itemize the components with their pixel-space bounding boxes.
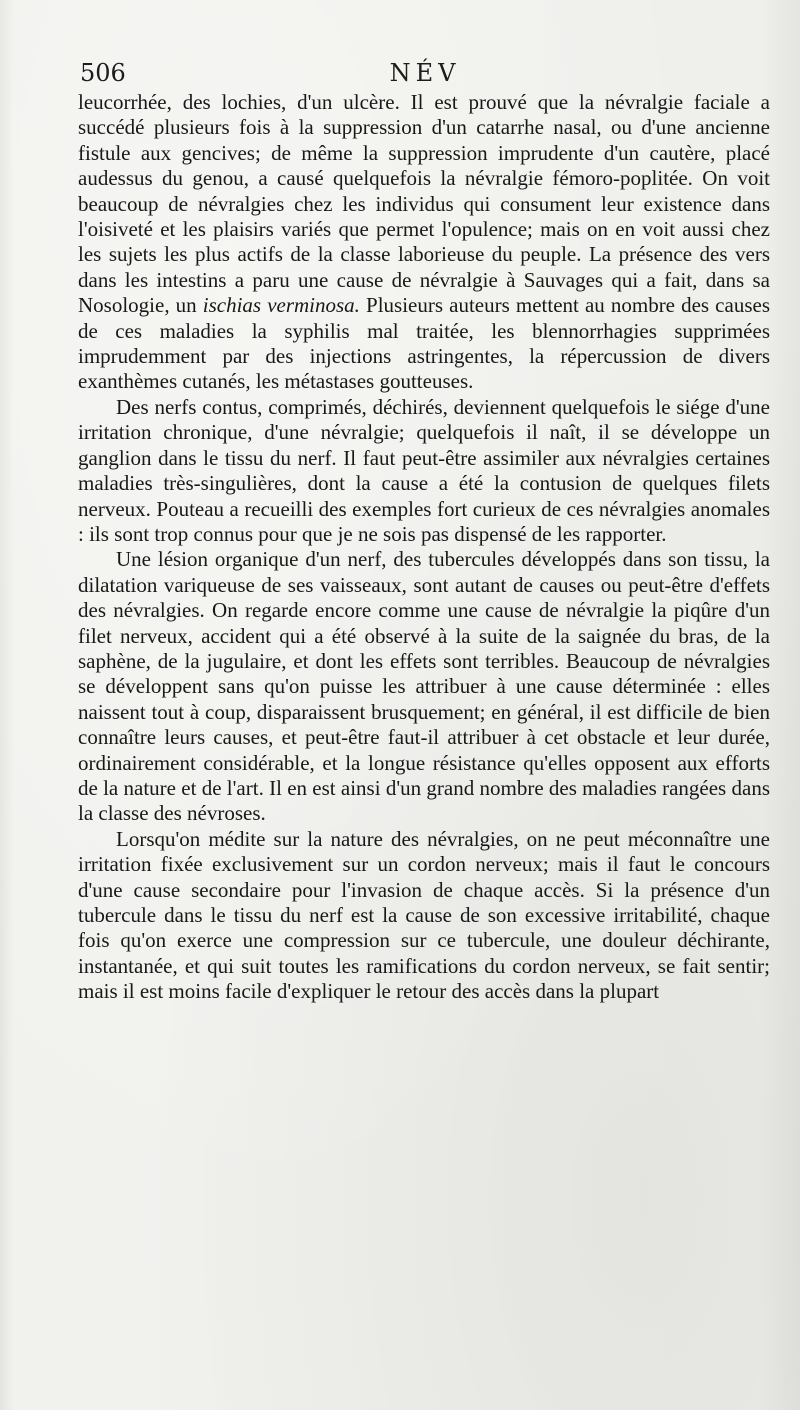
paragraph-1 <box>78 90 770 395</box>
page-number: 506 <box>80 59 126 87</box>
paragraph-1-text: leucorrhée, des lochies, d'un ulcère. Il est prouvé que la névralgie faciale a succédé plusieurs fois à la suppression d'un catarrhe nasal, ou d'une ancienne fistule aux gencives; de même la suppression imprudente d'un cautère, placé audessus du genou, a causé quelquefois la névralgie fémoro-poplitée. On voit beaucoup de névralgies chez les individus qui consument leur existence dans l'oisiveté et les plaisirs variés que permet l'opulence; mais on en voit aussi chez les sujets les plus actifs de la classe laborieuse du peuple. La présence des vers dans les intestins a paru une cause de névralgie à Sauvages qui a fait, dans sa Nosologie, un <box>78 90 770 318</box>
paragraph-2: Des nerfs contus, comprimés, déchirés, deviennent quelquefois le siége d'une irritation chronique, d'une névralgie; quelquefois il naît, il se développe un ganglion dans le tissu du nerf. Il faut peut-être assimiler aux névralgies certaines maladies très-singulières, dont la cause a été la contusion de quelques filets nerveux. Pouteau a recueilli des exemples fort curieux de ces névralgies anomales : ils sont trop connus pour que je ne sois pas dispensé de les rapporter. <box>78 394 770 546</box>
paragraph-1-continuation: Plusieurs auteurs mettent au nombre des causes de ces maladies la syphilis mal traitée, les blennorrhagies supprimées imprudemment par des injections astringentes, la répercussion de divers exanthèmes cutanés, les métastases goutteuses. <box>78 293 770 394</box>
paragraph-4: Lorsqu'on médite sur la nature des névralgies, on ne peut méconnaître une irritation fixée exclusivement sur un cordon nerveux; mais il faut le concours d'une cause secondaire pour l'invasion de chaque accès. Si la présence d'un tubercule dans le tissu du nerf est la cause de son excessive irritabilité, chaque fois qu'on exerce une compression sur ce tubercule, une douleur déchirante, instantanée, et qui suit toutes les ramifications du cordon nerveux, se fait sentir; mais il est moins facile d'expliquer le retour des accès dans la plupart <box>78 826 770 1004</box>
running-head: NÉV <box>389 59 461 87</box>
body-text <box>78 90 770 1005</box>
paragraph-1-italic: ischias verminosa. <box>202 293 360 318</box>
paragraph-3: Une lésion organique d'un nerf, des tubercules développés dans son tissu, la dilatation variqueuse de ses vaisseaux, sont autant de causes ou peut-être d'effets des névralgies. On regarde encore comme une cause de névralgie la piqûre d'un filet nerveux, accident qui a été observé à la suite de la saignée du bras, de la saphène, de la jugulaire, et dont les effets sont terribles. Beaucoup de névralgies se développent sans qu'on puisse les attribuer à une cause déterminée : elles naissent tout à coup, disparaissent brusquement; en général, il est difficile de bien connaître leurs causes, et peut-être faut-il attribuer à cet obstacle et leur durée, ordinairement considérable, et la longue résistance qu'elles opposent aux efforts de la nature et de l'art. Il en est ainsi d'un grand nombre des maladies rangées dans la classe des névroses. <box>78 547 770 826</box>
page-header <box>80 56 770 90</box>
